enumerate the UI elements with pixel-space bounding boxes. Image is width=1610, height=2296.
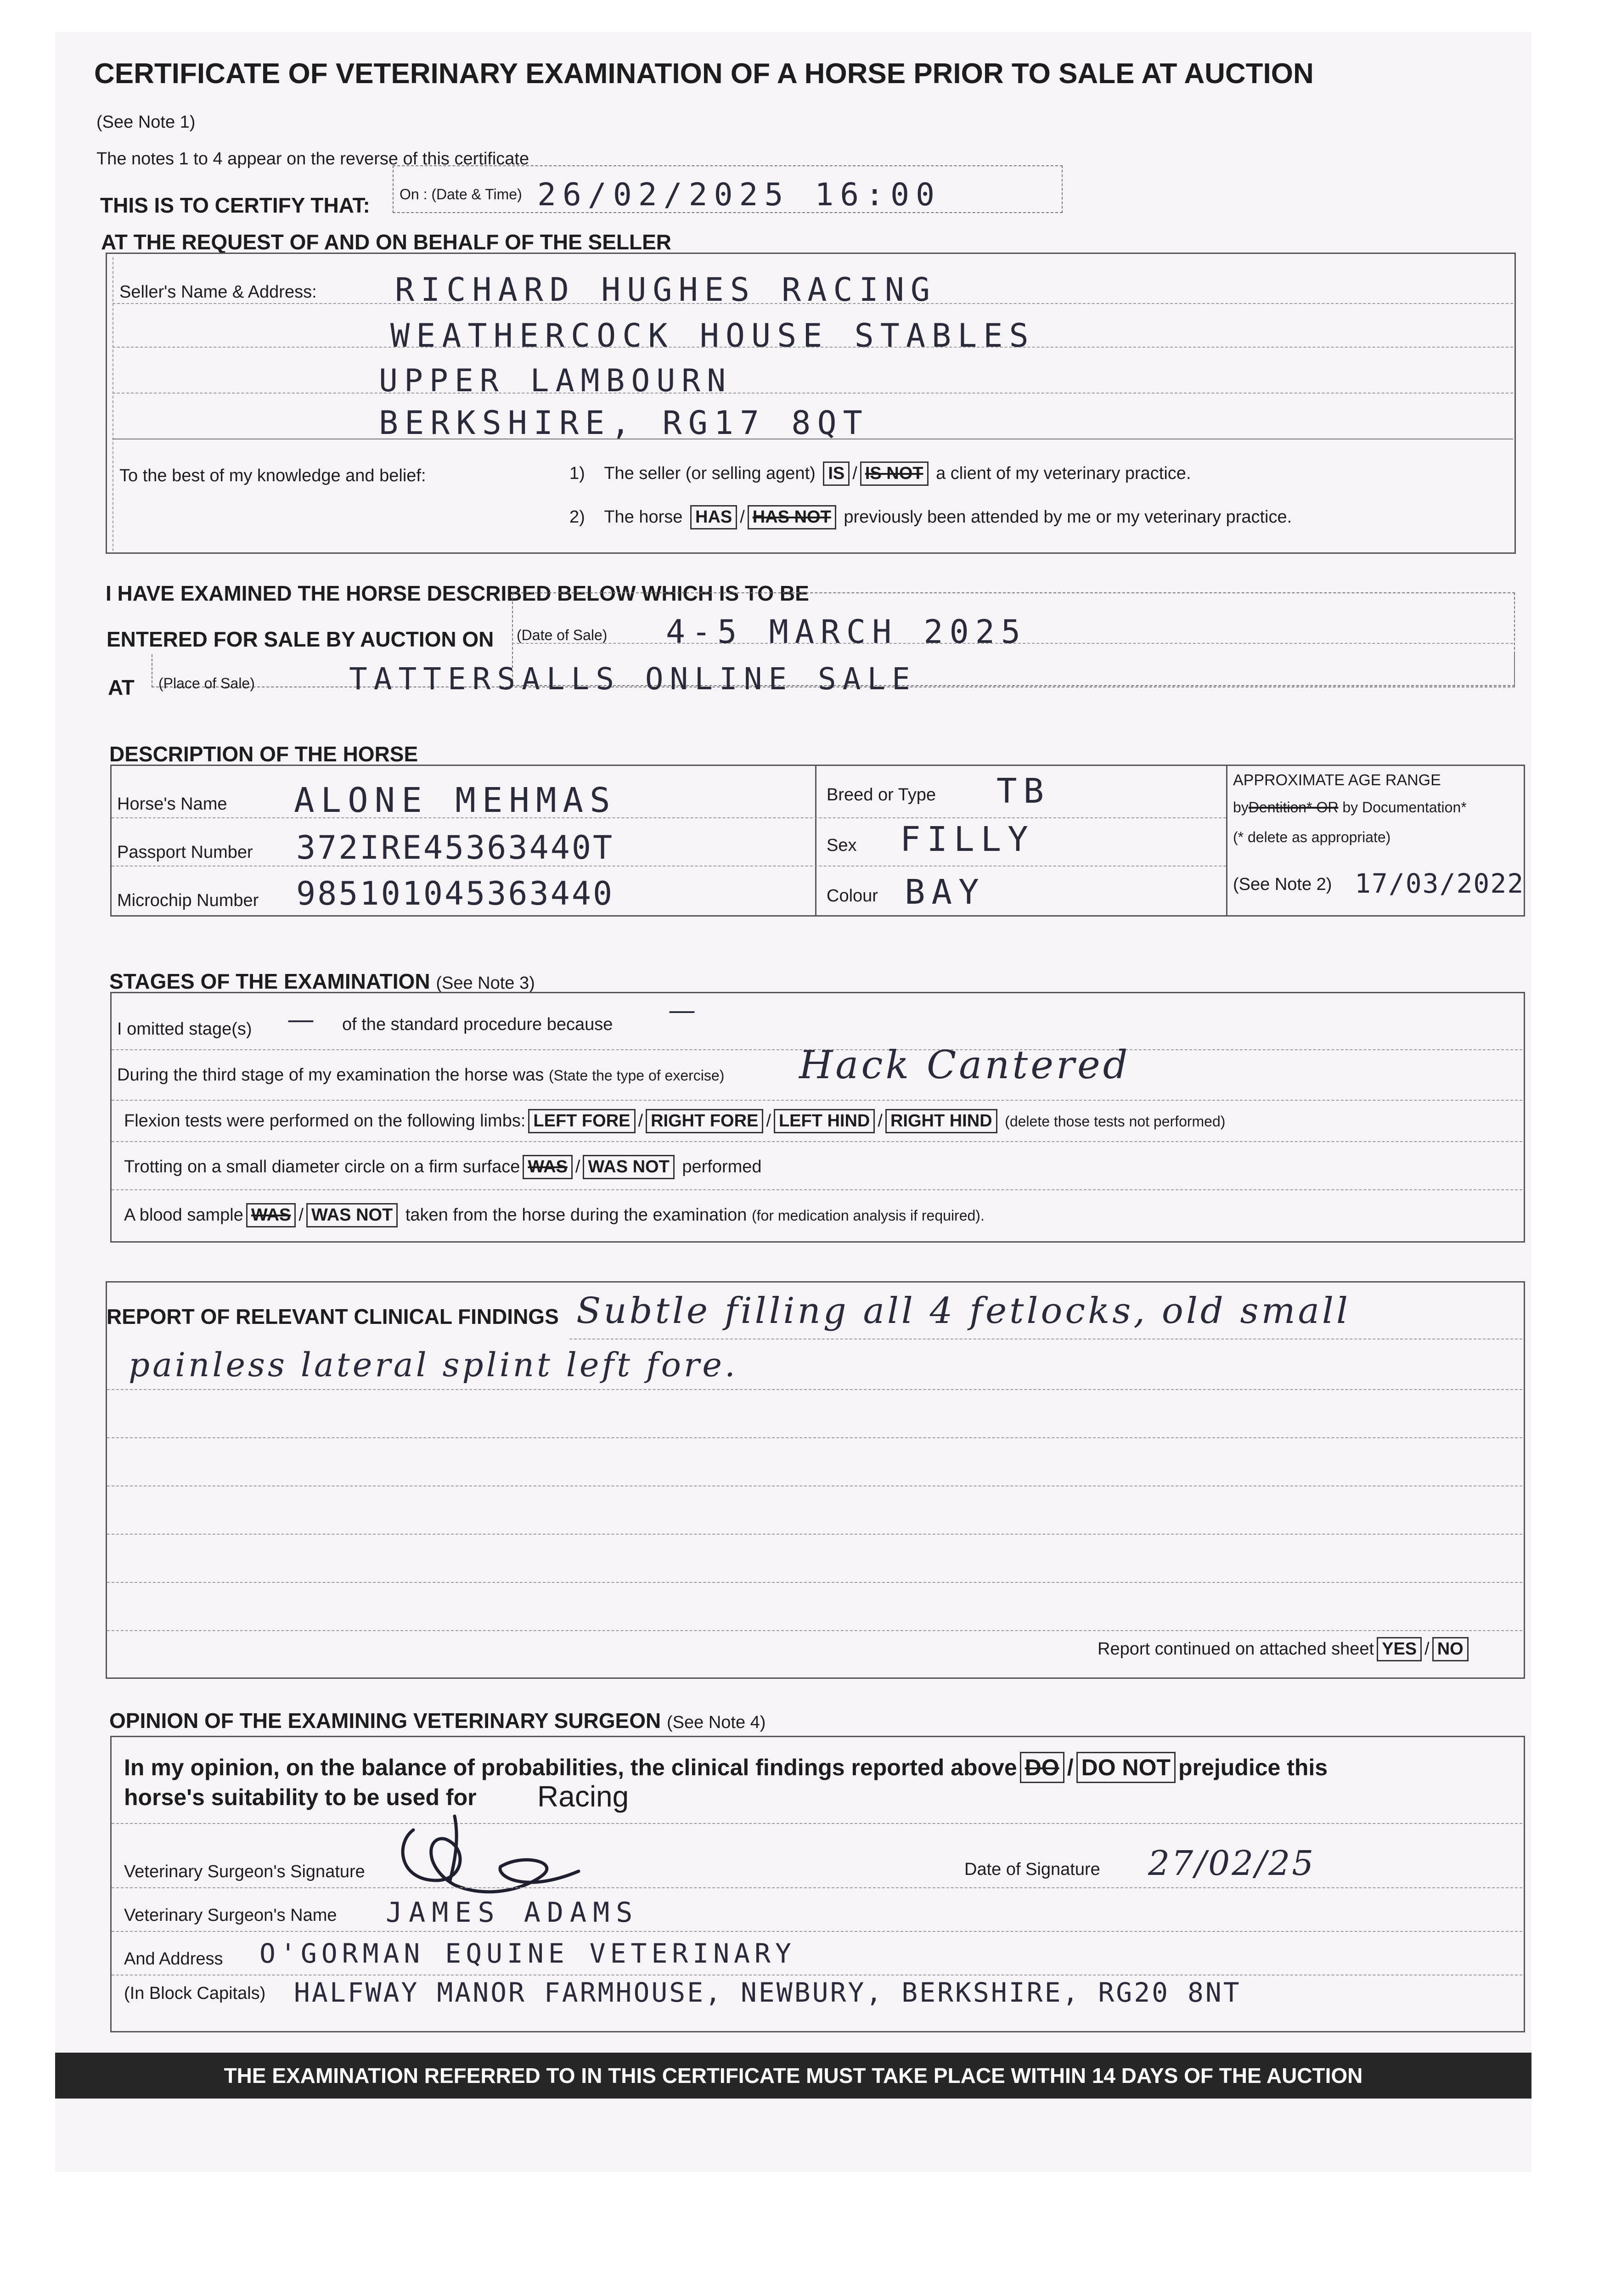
description-title: DESCRIPTION OF THE HORSE xyxy=(109,742,418,766)
date-of-signature-label: Date of Signature xyxy=(964,1860,1100,1879)
horse-name-value: ALONE MEHMAS xyxy=(294,781,617,820)
left-fore-option[interactable]: LEFT FORE xyxy=(528,1109,635,1133)
opinion-statement-1: In my opinion, on the balance of probabilities, the clinical findings reported above DO / DO NOT prejudice this xyxy=(124,1752,1328,1783)
microchip-value: 985101045363440 xyxy=(296,875,614,912)
age-range-title: APPROXIMATE AGE RANGE xyxy=(1233,771,1441,789)
report-continued: Report continued on attached sheet YES / NO xyxy=(1098,1637,1471,1661)
continued-yes-option[interactable]: YES xyxy=(1377,1637,1422,1661)
omitted-post-label: of the standard procedure because xyxy=(342,1015,613,1034)
report-box xyxy=(106,1281,1525,1679)
sex-label: Sex xyxy=(827,836,857,855)
blood-line: A blood sample WAS / WAS NOT taken from the horse during the examination (for medication analysis if required). xyxy=(124,1203,985,1227)
trot-line: Trotting on a small diameter circle on a firm surface WAS / WAS NOT performed xyxy=(124,1155,762,1179)
seller-line-1: RICHARD HUGHES RACING xyxy=(395,271,937,309)
blood-was-option[interactable]: WAS xyxy=(246,1203,296,1227)
trot-was-option[interactable]: WAS xyxy=(523,1155,573,1179)
date-of-sale-label: (Date of Sale) xyxy=(517,627,608,643)
report-line-2: painless lateral splint left fore. xyxy=(129,1345,738,1384)
vet-name-label: Veterinary Surgeon's Name xyxy=(124,1906,337,1925)
passport-label: Passport Number xyxy=(117,843,253,862)
place-of-sale-value: TATTERSALLS ONLINE SALE xyxy=(349,661,917,697)
report-line-1: Subtle filling all 4 fetlocks, old small xyxy=(576,1290,1351,1332)
left-hind-option[interactable]: LEFT HIND xyxy=(774,1109,875,1133)
microchip-label: Microchip Number xyxy=(117,891,259,910)
right-hind-option[interactable]: RIGHT HIND xyxy=(885,1109,997,1133)
documentation-option[interactable]: by Documentation* xyxy=(1342,799,1467,816)
colour-value: BAY xyxy=(905,872,985,912)
breed-label: Breed or Type xyxy=(827,785,936,805)
place-of-sale-label: (Place of Sale) xyxy=(158,675,255,692)
omitted-stage-value: — xyxy=(287,1003,317,1035)
is-not-option[interactable]: IS NOT xyxy=(860,461,929,486)
opinion-statement-2: horse's suitability to be used for xyxy=(124,1784,477,1810)
stages-title: STAGES OF THE EXAMINATION (See Note 3) xyxy=(109,969,535,993)
address-line-2: HALFWAY MANOR FARMHOUSE, NEWBURY, BERKSHIRE, RG20 8NT xyxy=(294,1977,1241,2008)
continued-no-option[interactable]: NO xyxy=(1432,1637,1469,1661)
date-of-sale-value: 4-5 MARCH 2025 xyxy=(666,613,1027,651)
seller-line-2: WEATHERCOCK HOUSE STABLES xyxy=(390,317,1035,355)
blood-was-not-option[interactable]: WAS NOT xyxy=(306,1203,398,1227)
has-option[interactable]: HAS xyxy=(690,505,737,529)
certificate-title: CERTIFICATE OF VETERINARY EXAMINATION OF A HORSE PRIOR TO SALE AT AUCTION xyxy=(94,58,1314,90)
do-not-option[interactable]: DO NOT xyxy=(1076,1752,1176,1783)
third-stage-value: Hack Cantered xyxy=(799,1042,1131,1087)
seller-line-4: BERKSHIRE, RG17 8QT xyxy=(379,404,869,442)
signature-image xyxy=(386,1812,606,1903)
right-fore-option[interactable]: RIGHT FORE xyxy=(646,1109,763,1133)
trot-was-not-option[interactable]: WAS NOT xyxy=(583,1155,674,1179)
sex-value: FILLY xyxy=(900,820,1035,859)
seller-client-statement: 1) The seller (or selling agent) IS / IS NOT a client of my veterinary practice. xyxy=(569,461,1191,486)
block-capitals-label: (In Block Capitals) xyxy=(124,1984,266,2003)
age-delete-note: (* delete as appropriate) xyxy=(1233,829,1391,845)
colour-label: Colour xyxy=(827,886,878,906)
report-title: REPORT OF RELEVANT CLINICAL FINDINGS xyxy=(107,1305,559,1328)
do-option[interactable]: DO xyxy=(1020,1752,1064,1783)
seller-label: Seller's Name & Address: xyxy=(119,282,317,302)
on-label: On : (Date & Time) xyxy=(400,186,522,203)
entered-label: ENTERED FOR SALE BY AUCTION ON xyxy=(107,627,494,651)
age-method: byDentition* OR by Documentation* xyxy=(1233,799,1467,816)
knowledge-label: To the best of my knowledge and belief: xyxy=(119,466,426,485)
certify-label: THIS IS TO CERTIFY THAT: xyxy=(100,193,370,217)
at-label: AT xyxy=(108,675,135,699)
seller-line-3: UPPER LAMBOURN xyxy=(379,363,732,399)
age-see-note: (See Note 2) xyxy=(1233,875,1332,894)
request-label: AT THE REQUEST OF AND ON BEHALF OF THE SELLER xyxy=(101,230,671,254)
flexion-tests: Flexion tests were performed on the following limbs: LEFT FORE / RIGHT FORE / LEFT HIND / RIGHT HIND (delete those tests not performed) xyxy=(124,1109,1225,1133)
breed-value: TB xyxy=(996,771,1051,811)
address-line-1: O'GORMAN EQUINE VETERINARY xyxy=(259,1938,796,1969)
passport-value: 372IRE45363440T xyxy=(296,829,614,867)
vet-name-value: JAMES ADAMS xyxy=(386,1896,639,1929)
omitted-reason-value: — xyxy=(668,994,698,1026)
examined-label: I HAVE EXAMINED THE HORSE DESCRIBED BELOW WHICH IS TO BE xyxy=(106,581,809,605)
dentition-option[interactable]: Dentition* OR xyxy=(1248,799,1339,816)
third-stage-label: During the third stage of my examination the horse was (State the type of exercise) xyxy=(117,1065,725,1085)
horse-name-label: Horse's Name xyxy=(117,794,227,814)
has-not-option[interactable]: HAS NOT xyxy=(748,505,836,529)
signature-label: Veterinary Surgeon's Signature xyxy=(124,1862,365,1881)
omitted-pre-label: I omitted stage(s) xyxy=(117,1019,252,1039)
horse-attended-statement: 2) The horse HAS / HAS NOT previously been attended by me or my veterinary practice. xyxy=(569,505,1292,529)
age-value: 17/03/2022 xyxy=(1355,868,1525,899)
date-of-signature-value: 27/02/25 xyxy=(1148,1844,1316,1883)
address-label: And Address xyxy=(124,1949,223,1969)
is-option[interactable]: IS xyxy=(823,461,850,486)
see-note-1: (See Note 1) xyxy=(96,113,196,132)
date-time-value: 26/02/2025 16:00 xyxy=(537,177,941,213)
use-value: Racing xyxy=(537,1780,629,1813)
footer-banner: THE EXAMINATION REFERRED TO IN THIS CERTIFICATE MUST TAKE PLACE WITHIN 14 DAYS OF THE AUCTION xyxy=(55,2053,1531,2099)
opinion-title: OPINION OF THE EXAMINING VETERINARY SURGEON (See Note 4) xyxy=(109,1709,766,1733)
notes-line: The notes 1 to 4 appear on the reverse of this certificate xyxy=(96,149,529,169)
